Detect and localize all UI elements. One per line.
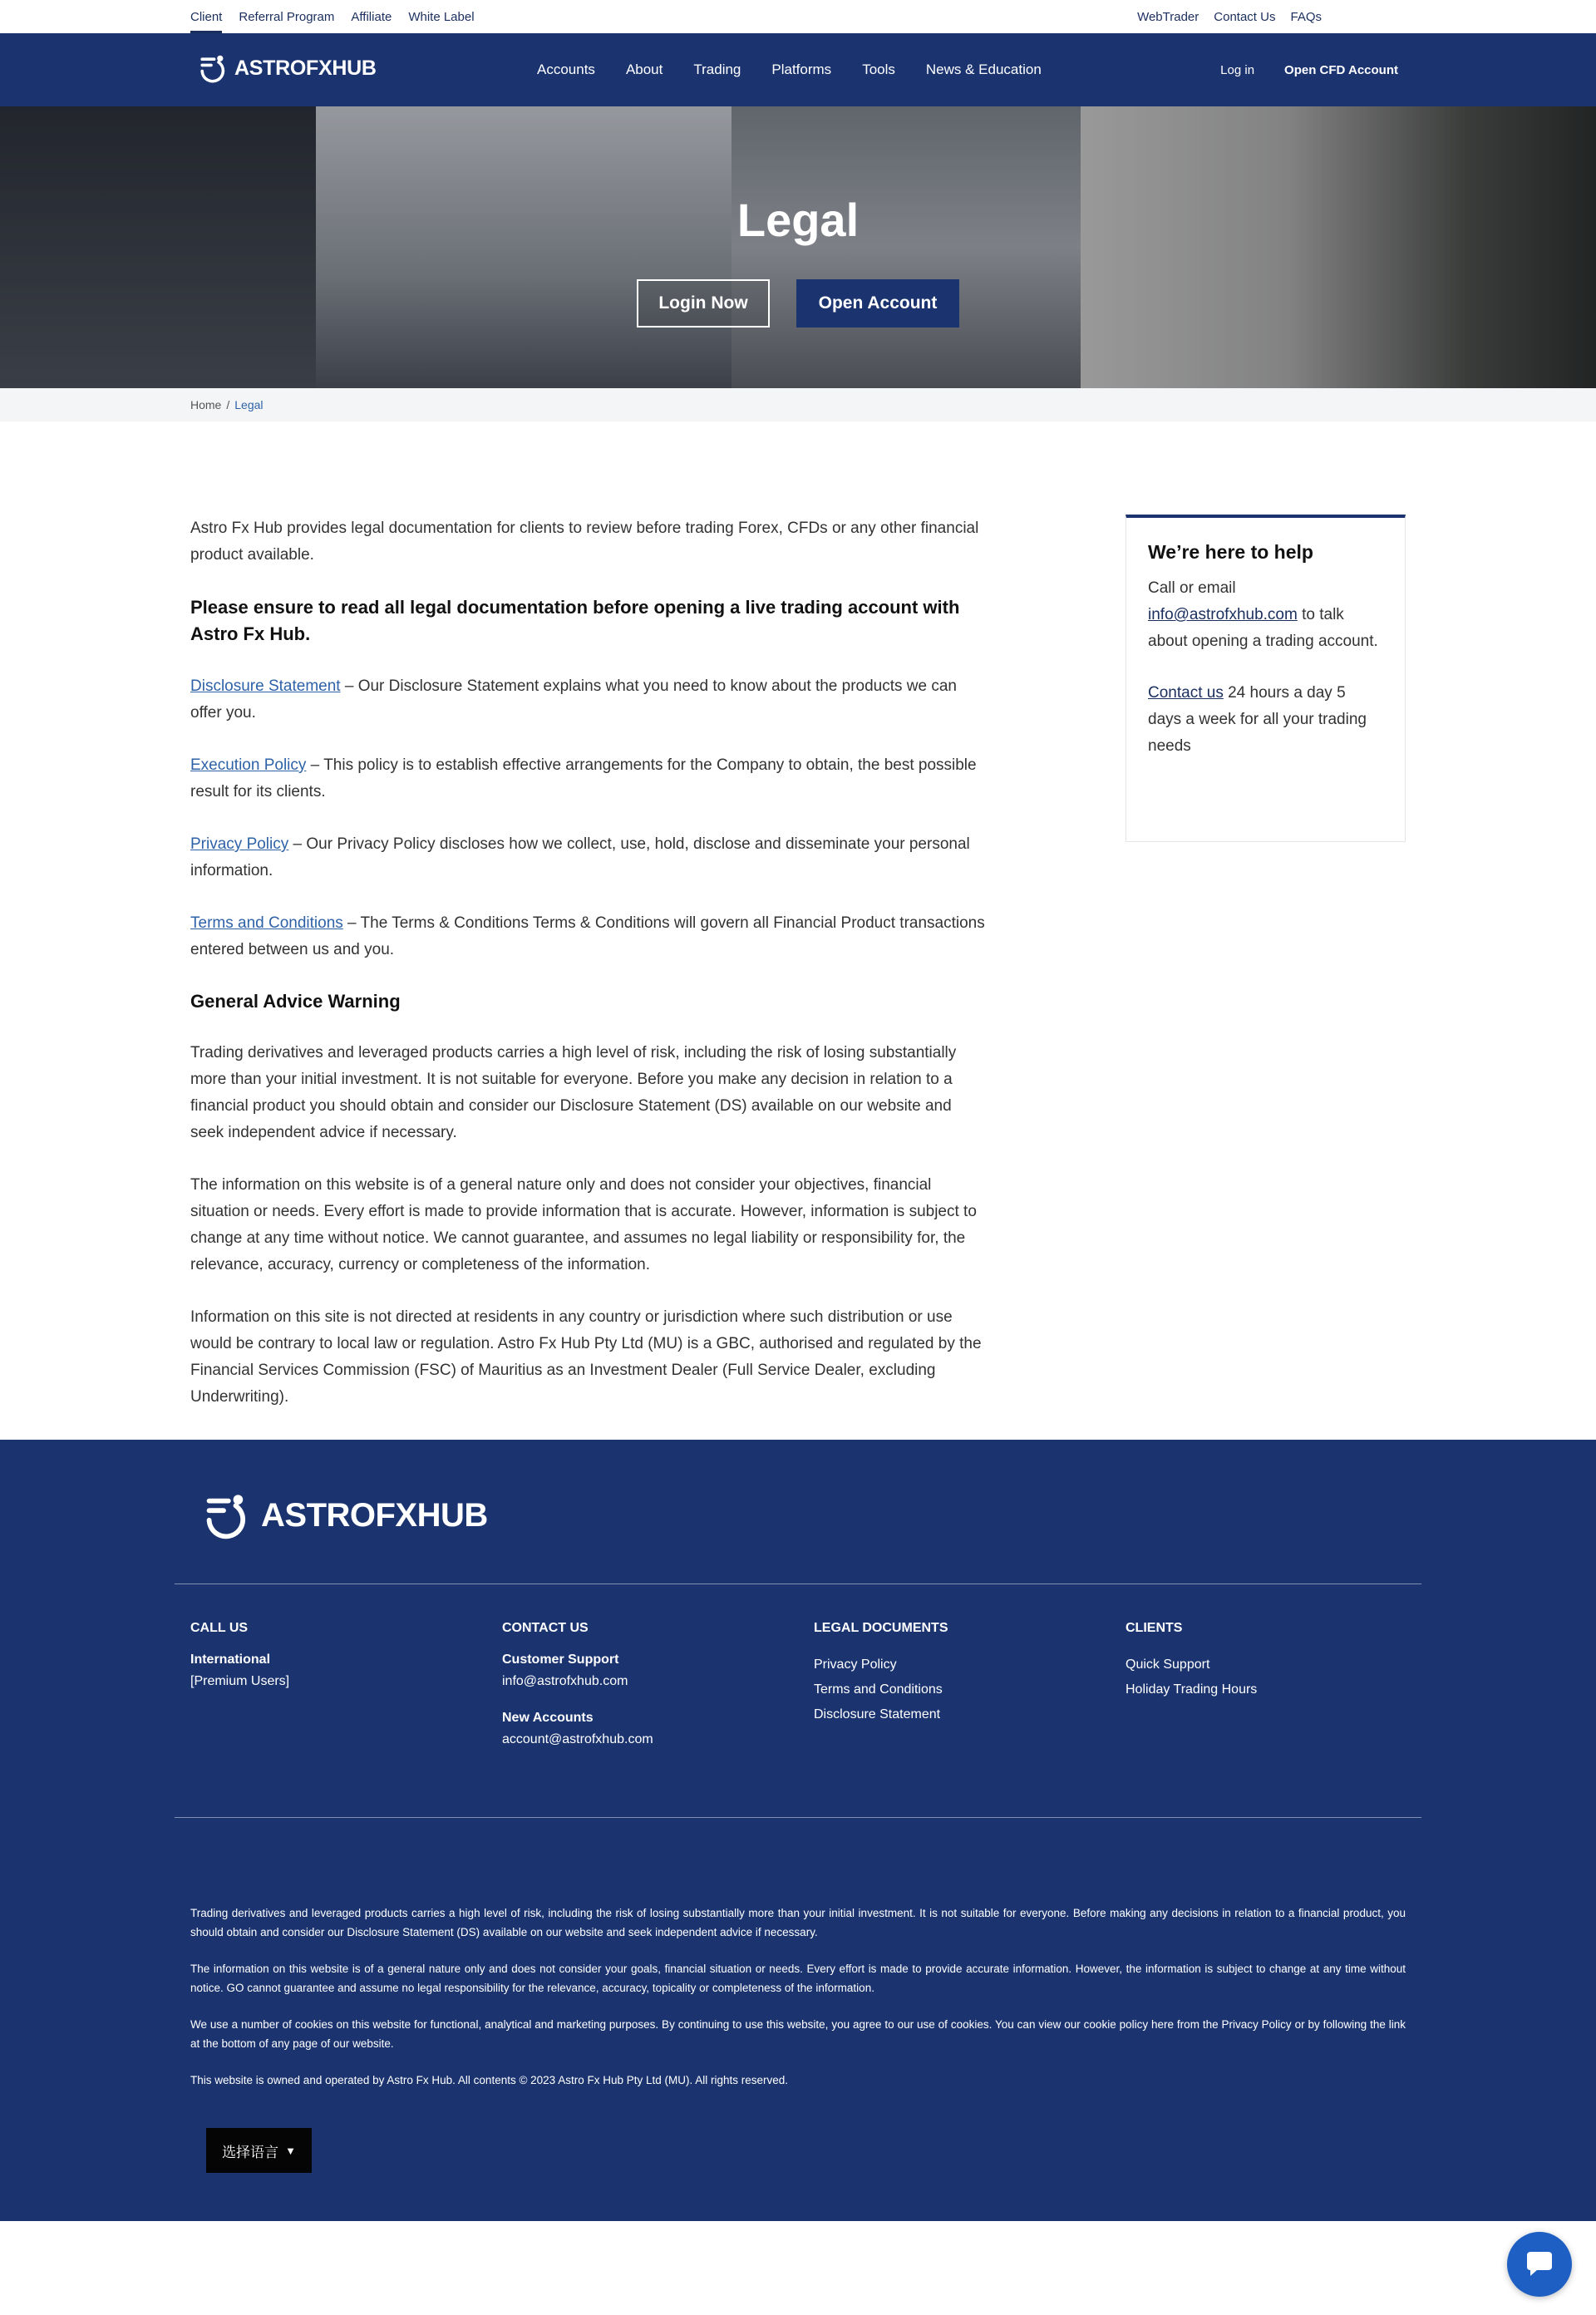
- chat-bubble-icon: [1524, 2250, 1555, 2278]
- lead-statement: Please ensure to read all legal documentation before opening a live trading account with Astro Fx Hub.: [190, 597, 960, 644]
- doc-privacy-policy: [190, 831, 988, 884]
- nav-menu: [537, 33, 1042, 106]
- footer-logo-text: ASTROFXHUB: [261, 1496, 488, 1534]
- disclosure-statement-link[interactable]: Disclosure Statement: [190, 677, 341, 695]
- nav-item-accounts[interactable]: Accounts: [537, 62, 595, 77]
- warning-paragraph-2: The information on this website is of a general nature only and does not consider your objectives, financial situation or needs. Every effort is made to provide information that is accurate. However, information is subject to change at any time without notice. We cannot guarantee, and assumes no legal liability or responsibility for, the relevance, accuracy, currency or completeness of the information.: [190, 1176, 977, 1273]
- hero-overlay: [0, 106, 1596, 388]
- footer-col-clients: [1126, 1621, 1408, 1702]
- execution-policy-link[interactable]: Execution Policy: [190, 756, 307, 774]
- nav-item-tools[interactable]: Tools: [862, 62, 895, 77]
- breadcrumb: [0, 388, 1596, 421]
- doc-terms-conditions: [190, 910, 988, 963]
- nav-item-about[interactable]: About: [625, 62, 663, 77]
- header-logo-text: ASTROFXHUB: [234, 56, 377, 80]
- astrofxhub-logo-icon: [196, 53, 226, 83]
- nav-item-trading[interactable]: Trading: [693, 62, 741, 77]
- utility-link-referral[interactable]: Referral Program: [239, 9, 335, 24]
- footer-link-terms-conditions[interactable]: Terms and Conditions: [814, 1682, 943, 1697]
- legal-content: [190, 515, 988, 1436]
- site-footer: [0, 1440, 1596, 2221]
- footer-link-privacy-policy[interactable]: Privacy Policy: [814, 1657, 897, 1672]
- footer-premium-users: [Premium Users]: [190, 1674, 290, 1688]
- terms-and-conditions-link[interactable]: Terms and Conditions: [190, 914, 343, 932]
- footer-disclaimer-1: Trading derivatives and leveraged products carries a high level of risk, including the risk of losing substantially more than your initial investment. It is not suitable for everyone. Before making any decisions in relation to a financial product, you should obtain and consider our Disclosure Statement (DS) available on our website and seek independent advice if necessary.: [190, 1907, 1406, 1938]
- help-email-link[interactable]: info@astrofxhub.com: [1148, 606, 1298, 623]
- utility-link-white-label[interactable]: White Label: [408, 9, 475, 24]
- warning-paragraph-3: Information on this site is not directed at residents in any country or jurisdiction where such distribution or use would be contrary to local law or regulation. Astro Fx Hub Pty Ltd (MU) is a GBC, authorised and regulated by the Financial Services Commission (FSC) of Mauritius as an Investment Dealer (Full Service Dealer, excluding Underwriting).: [190, 1308, 982, 1406]
- footer-disclaimer-2: The information on this website is of a general nature only and does not consider your goals, financial situation or needs. Every effort is made to provide accurate information. However, the information is subject to change at any time without notice. GO cannot guarantee and assume no legal responsibility for the relevance, accuracy, topicality or completeness of the information.: [190, 1963, 1406, 1994]
- footer-accounts-email[interactable]: account@astrofxhub.com: [502, 1732, 653, 1746]
- astrofxhub-logo-icon: [200, 1491, 248, 1539]
- general-advice-heading: General Advice Warning: [190, 991, 401, 1012]
- footer-heading: CALL US: [190, 1621, 249, 1635]
- utility-link-affiliate[interactable]: Affiliate: [351, 9, 392, 24]
- footer-link-holiday-hours[interactable]: Holiday Trading Hours: [1126, 1682, 1258, 1697]
- help-contact-text: [1148, 680, 1383, 760]
- nav-actions: [1220, 33, 1398, 106]
- hero-banner: [0, 106, 1596, 388]
- breadcrumb-home[interactable]: Home: [190, 398, 222, 411]
- doc-description: – Our Disclosure Statement explains what you need to know about the products we can offer you.: [190, 677, 957, 722]
- doc-execution-policy: [190, 752, 988, 805]
- open-account-button[interactable]: Open Account: [796, 279, 959, 328]
- help-call-prefix: Call or email: [1148, 579, 1236, 597]
- main-nav: [0, 33, 1596, 106]
- intro-paragraph: Astro Fx Hub provides legal documentation for clients to review before trading Forex, CFDs or any other financial product available.: [190, 520, 979, 564]
- utility-left: [190, 0, 475, 33]
- utility-link-webtrader[interactable]: WebTrader: [1137, 9, 1199, 24]
- language-label: 选择语言: [222, 2144, 279, 2160]
- language-selector[interactable]: [206, 2128, 312, 2173]
- header-logo[interactable]: [196, 53, 377, 83]
- help-title: We’re here to help: [1148, 541, 1313, 563]
- footer-label: Customer Support: [502, 1653, 619, 1667]
- open-cfd-account-link[interactable]: Open CFD Account: [1284, 62, 1398, 77]
- breadcrumb-separator: /: [226, 398, 230, 411]
- chat-widget-button[interactable]: [1507, 2232, 1572, 2297]
- footer-copyright: This website is owned and operated by Astro Fx Hub. All contents © 2023 Astro Fx Hub Pty Ltd (MU). All rights reserved.: [190, 2074, 789, 2086]
- doc-description: – Our Privacy Policy discloses how we collect, use, hold, disclose and disseminate your personal information.: [190, 835, 970, 879]
- help-contact-suffix: 24 hours a day 5 days a week for all your trading needs: [1148, 684, 1367, 755]
- footer-link-disclosure-statement[interactable]: Disclosure Statement: [814, 1707, 941, 1721]
- doc-description: – This policy is to establish effective arrangements for the Company to obtain, the best possible result for its clients.: [190, 756, 977, 800]
- footer-disclaimer-3: We use a number of cookies on this website for functional, analytical and marketing purposes. By continuing to use this website, you agree to our use of cookies. You can view our cookie policy here from the Privacy Policy or by following the link at the bottom of any page of our website.: [190, 2018, 1406, 2050]
- footer-label: New Accounts: [502, 1711, 594, 1725]
- login-now-button[interactable]: Login Now: [637, 279, 770, 328]
- doc-description: – The Terms & Conditions Terms & Conditions will govern all Financial Product transactions entered between us and you.: [190, 914, 985, 958]
- utility-link-faqs[interactable]: FAQs: [1290, 9, 1322, 24]
- footer-divider-bottom: [175, 1817, 1421, 1818]
- utility-bar: [0, 0, 1596, 33]
- breadcrumb-inner: [190, 388, 264, 421]
- footer-col-contact-us: [502, 1621, 785, 1752]
- footer-heading: CONTACT US: [502, 1621, 589, 1635]
- footer-heading: LEGAL DOCUMENTS: [814, 1621, 948, 1635]
- page-title: Legal: [736, 194, 860, 246]
- help-call-text: [1148, 575, 1383, 655]
- footer-heading: CLIENTS: [1126, 1621, 1183, 1635]
- footer-link-quick-support[interactable]: Quick Support: [1126, 1657, 1210, 1672]
- utility-link-client[interactable]: Client: [190, 9, 223, 24]
- help-card: [1126, 515, 1406, 842]
- footer-label: International: [190, 1653, 271, 1667]
- footer-support-email[interactable]: info@astrofxhub.com: [502, 1674, 628, 1688]
- login-link[interactable]: Log in: [1220, 62, 1255, 77]
- footer-disclaimers: [190, 1904, 1406, 2107]
- doc-disclosure-statement: [190, 673, 988, 727]
- warning-paragraph-1: Trading derivatives and leveraged products carries a high level of risk, including the risk of losing substantially more than your initial investment. It is not suitable for everyone. Before you make any decision in relation to a financial product you should obtain and consider our Disclosure Statement (DS) available on our website and seek independent advice if necessary.: [190, 1044, 957, 1141]
- help-call-suffix: to talk about opening a trading account.: [1148, 606, 1378, 650]
- nav-item-news-education[interactable]: News & Education: [925, 62, 1042, 77]
- utility-link-contact[interactable]: Contact Us: [1214, 9, 1276, 24]
- footer-col-call-us: [190, 1621, 473, 1694]
- utility-right: [1137, 0, 1322, 33]
- hero-buttons: [0, 279, 1596, 328]
- chevron-down-icon: ▼: [285, 2144, 296, 2157]
- footer-logo[interactable]: [200, 1491, 488, 1539]
- nav-item-platforms[interactable]: Platforms: [771, 62, 832, 77]
- footer-col-legal-documents: [814, 1621, 1096, 1727]
- help-contact-link[interactable]: Contact us: [1148, 684, 1224, 702]
- breadcrumb-current: Legal: [234, 398, 264, 411]
- footer-spacer: [502, 1694, 785, 1711]
- privacy-policy-link[interactable]: Privacy Policy: [190, 835, 289, 853]
